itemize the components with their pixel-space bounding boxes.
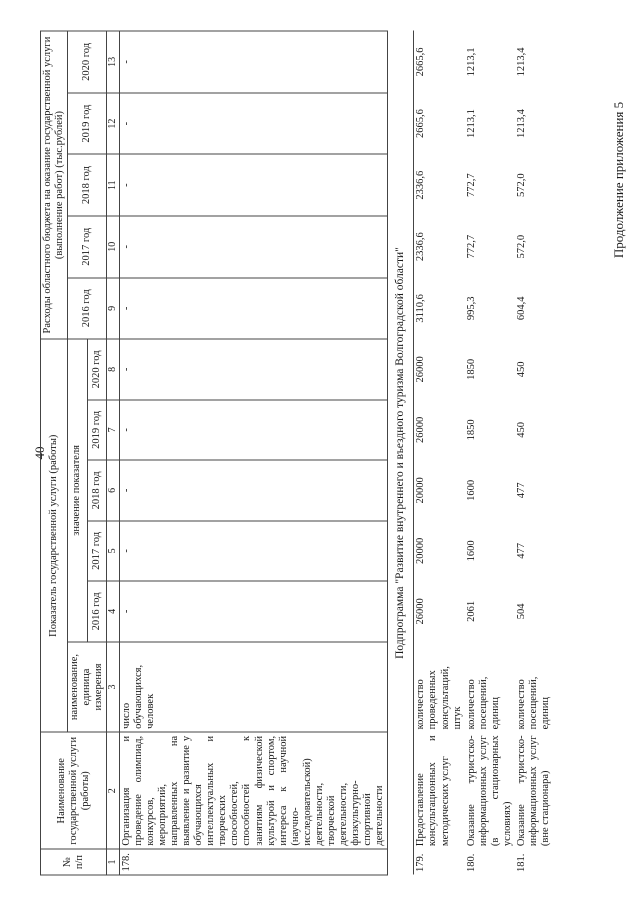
header-value-year: 2018 год bbox=[87, 460, 107, 521]
column-number: 10 bbox=[107, 215, 120, 277]
expense-value: 2665,6 bbox=[415, 46, 427, 76]
expense-value: 2336,6 bbox=[415, 231, 427, 261]
expense-value: - bbox=[119, 92, 387, 154]
indicator-name: количество посещений, единиц bbox=[465, 676, 501, 729]
indicator-value: 504 bbox=[515, 603, 527, 619]
table-row bbox=[119, 31, 387, 875]
expense-value: - bbox=[119, 277, 387, 339]
indicator-value: 2061 bbox=[465, 600, 477, 622]
indicator-value: 20000 bbox=[415, 537, 427, 564]
row-number: 180. bbox=[465, 853, 477, 872]
header-expense-year: 2019 год bbox=[68, 92, 107, 154]
header-value-year: 2019 год bbox=[87, 399, 107, 460]
continuation-note: Продолжение приложения 5 bbox=[611, 101, 626, 259]
header-expense-year: 2016 год bbox=[68, 277, 107, 339]
indicator-value: 477 bbox=[515, 482, 527, 498]
header-indicator-name: наименование, единица измерения bbox=[68, 641, 107, 732]
service-name: Оказание туристско-информационных услуг (вне стационара) bbox=[515, 734, 552, 846]
indicator-value: 26000 bbox=[415, 597, 427, 625]
column-number: 6 bbox=[107, 460, 120, 521]
header-value-year: 2017 год bbox=[87, 520, 107, 581]
indicator-value: 26000 bbox=[415, 416, 427, 443]
expense-value: 1213,1 bbox=[465, 108, 477, 138]
expense-value: - bbox=[119, 31, 387, 93]
indicator-name: количество проведенных консультаций, штук bbox=[415, 665, 463, 729]
expense-value: 2336,6 bbox=[415, 170, 427, 200]
indicator-value: - bbox=[119, 520, 387, 581]
expense-value: 3110,6 bbox=[415, 293, 427, 323]
header-value-year: 2020 год bbox=[87, 339, 107, 400]
column-number: 7 bbox=[107, 399, 120, 460]
indicator-value: - bbox=[119, 399, 387, 460]
indicator-value: - bbox=[119, 339, 387, 400]
indicator-name: количество посещений, единиц bbox=[515, 676, 552, 729]
column-numbers-row bbox=[107, 31, 120, 875]
column-number: 11 bbox=[107, 154, 120, 216]
column-number: 8 bbox=[107, 339, 120, 400]
column-number: 9 bbox=[107, 277, 120, 339]
expense-value: 995,3 bbox=[465, 296, 477, 320]
column-number: 4 bbox=[107, 581, 120, 642]
column-number: 13 bbox=[107, 31, 120, 93]
service-name: Организация и проведение олимпиад, конкурсов, мероприятий, направленных на выявление и развитие у обучающихся интеллектуальных и творческих способностей, способностей к занятиям физической культурой и спортом, интереса к научной (научно-исследовательской) деятельности, творческой деятельности, физкультурно-спортивной деятельности bbox=[119, 732, 387, 849]
indicator-value: 450 bbox=[515, 421, 527, 438]
table-row bbox=[414, 31, 465, 875]
column-number: 2 bbox=[107, 732, 120, 849]
header-indicator-value: значение показателя bbox=[68, 339, 88, 642]
expense-value: 1213,4 bbox=[515, 108, 527, 138]
indicator-value: - bbox=[119, 460, 387, 521]
row-number: 181. bbox=[515, 853, 527, 872]
header-expense-year: 2020 год bbox=[68, 31, 107, 93]
expense-value: 572,0 bbox=[515, 172, 527, 197]
indicator-value: 20000 bbox=[415, 476, 427, 504]
service-name: Предоставление консультационных и методических услуг bbox=[415, 734, 451, 846]
indicator-value: 26000 bbox=[415, 355, 427, 382]
column-number: 1 bbox=[107, 849, 120, 875]
indicator-value: - bbox=[119, 581, 387, 642]
service-name: Оказание туристско-информационных услуг (в стационарных условиях) bbox=[465, 734, 513, 846]
subprogram-title: Подпрограмма "Развитие внутреннего и въездного туризма Волгоградской области" bbox=[388, 31, 414, 875]
indicator-value: 477 bbox=[515, 542, 527, 559]
expense-value: 604,4 bbox=[515, 296, 527, 320]
header-indicator-group: Показатель государственной услуги (работы) bbox=[41, 339, 68, 732]
services-table bbox=[40, 30, 553, 875]
column-number: 5 bbox=[107, 520, 120, 581]
header-expenses-group: Расходы областного бюджета на оказание государственной услуги (выполнение работ) (тыс.рублей) bbox=[41, 31, 68, 339]
row-number: 179. bbox=[415, 853, 427, 872]
table-row bbox=[515, 31, 553, 875]
indicator-value: 1600 bbox=[465, 479, 477, 501]
expense-value: - bbox=[119, 154, 387, 216]
header-value-year: 2016 год bbox=[87, 581, 107, 642]
expense-value: 1213,4 bbox=[515, 46, 527, 76]
expense-value: 572,0 bbox=[515, 234, 527, 259]
header-no: № п/п bbox=[41, 849, 107, 875]
indicator-value: 1850 bbox=[465, 418, 477, 440]
column-number: 3 bbox=[107, 641, 120, 732]
row-number: 178. bbox=[119, 849, 387, 875]
expense-value: - bbox=[119, 215, 387, 277]
expense-value: 772,7 bbox=[465, 234, 477, 259]
expense-value: 2665,6 bbox=[415, 108, 427, 138]
expense-value: 1213,1 bbox=[465, 46, 477, 76]
expense-value: 772,7 bbox=[465, 172, 477, 197]
subprogram-row bbox=[388, 31, 414, 875]
header-expense-year: 2017 год bbox=[68, 215, 107, 277]
header-service-name: Наименование государственной услуги (работы) bbox=[41, 732, 107, 849]
indicator-value: 1850 bbox=[465, 358, 477, 380]
rotated-table-container bbox=[40, 30, 600, 875]
table-row bbox=[465, 31, 515, 875]
indicator-value: 1600 bbox=[465, 539, 477, 561]
indicator-name: число обучающихся, человек bbox=[119, 641, 387, 732]
header-expense-year: 2018 год bbox=[68, 154, 107, 216]
page-number: 40 bbox=[32, 446, 47, 460]
indicator-value: 450 bbox=[515, 361, 527, 377]
column-number: 12 bbox=[107, 92, 120, 154]
